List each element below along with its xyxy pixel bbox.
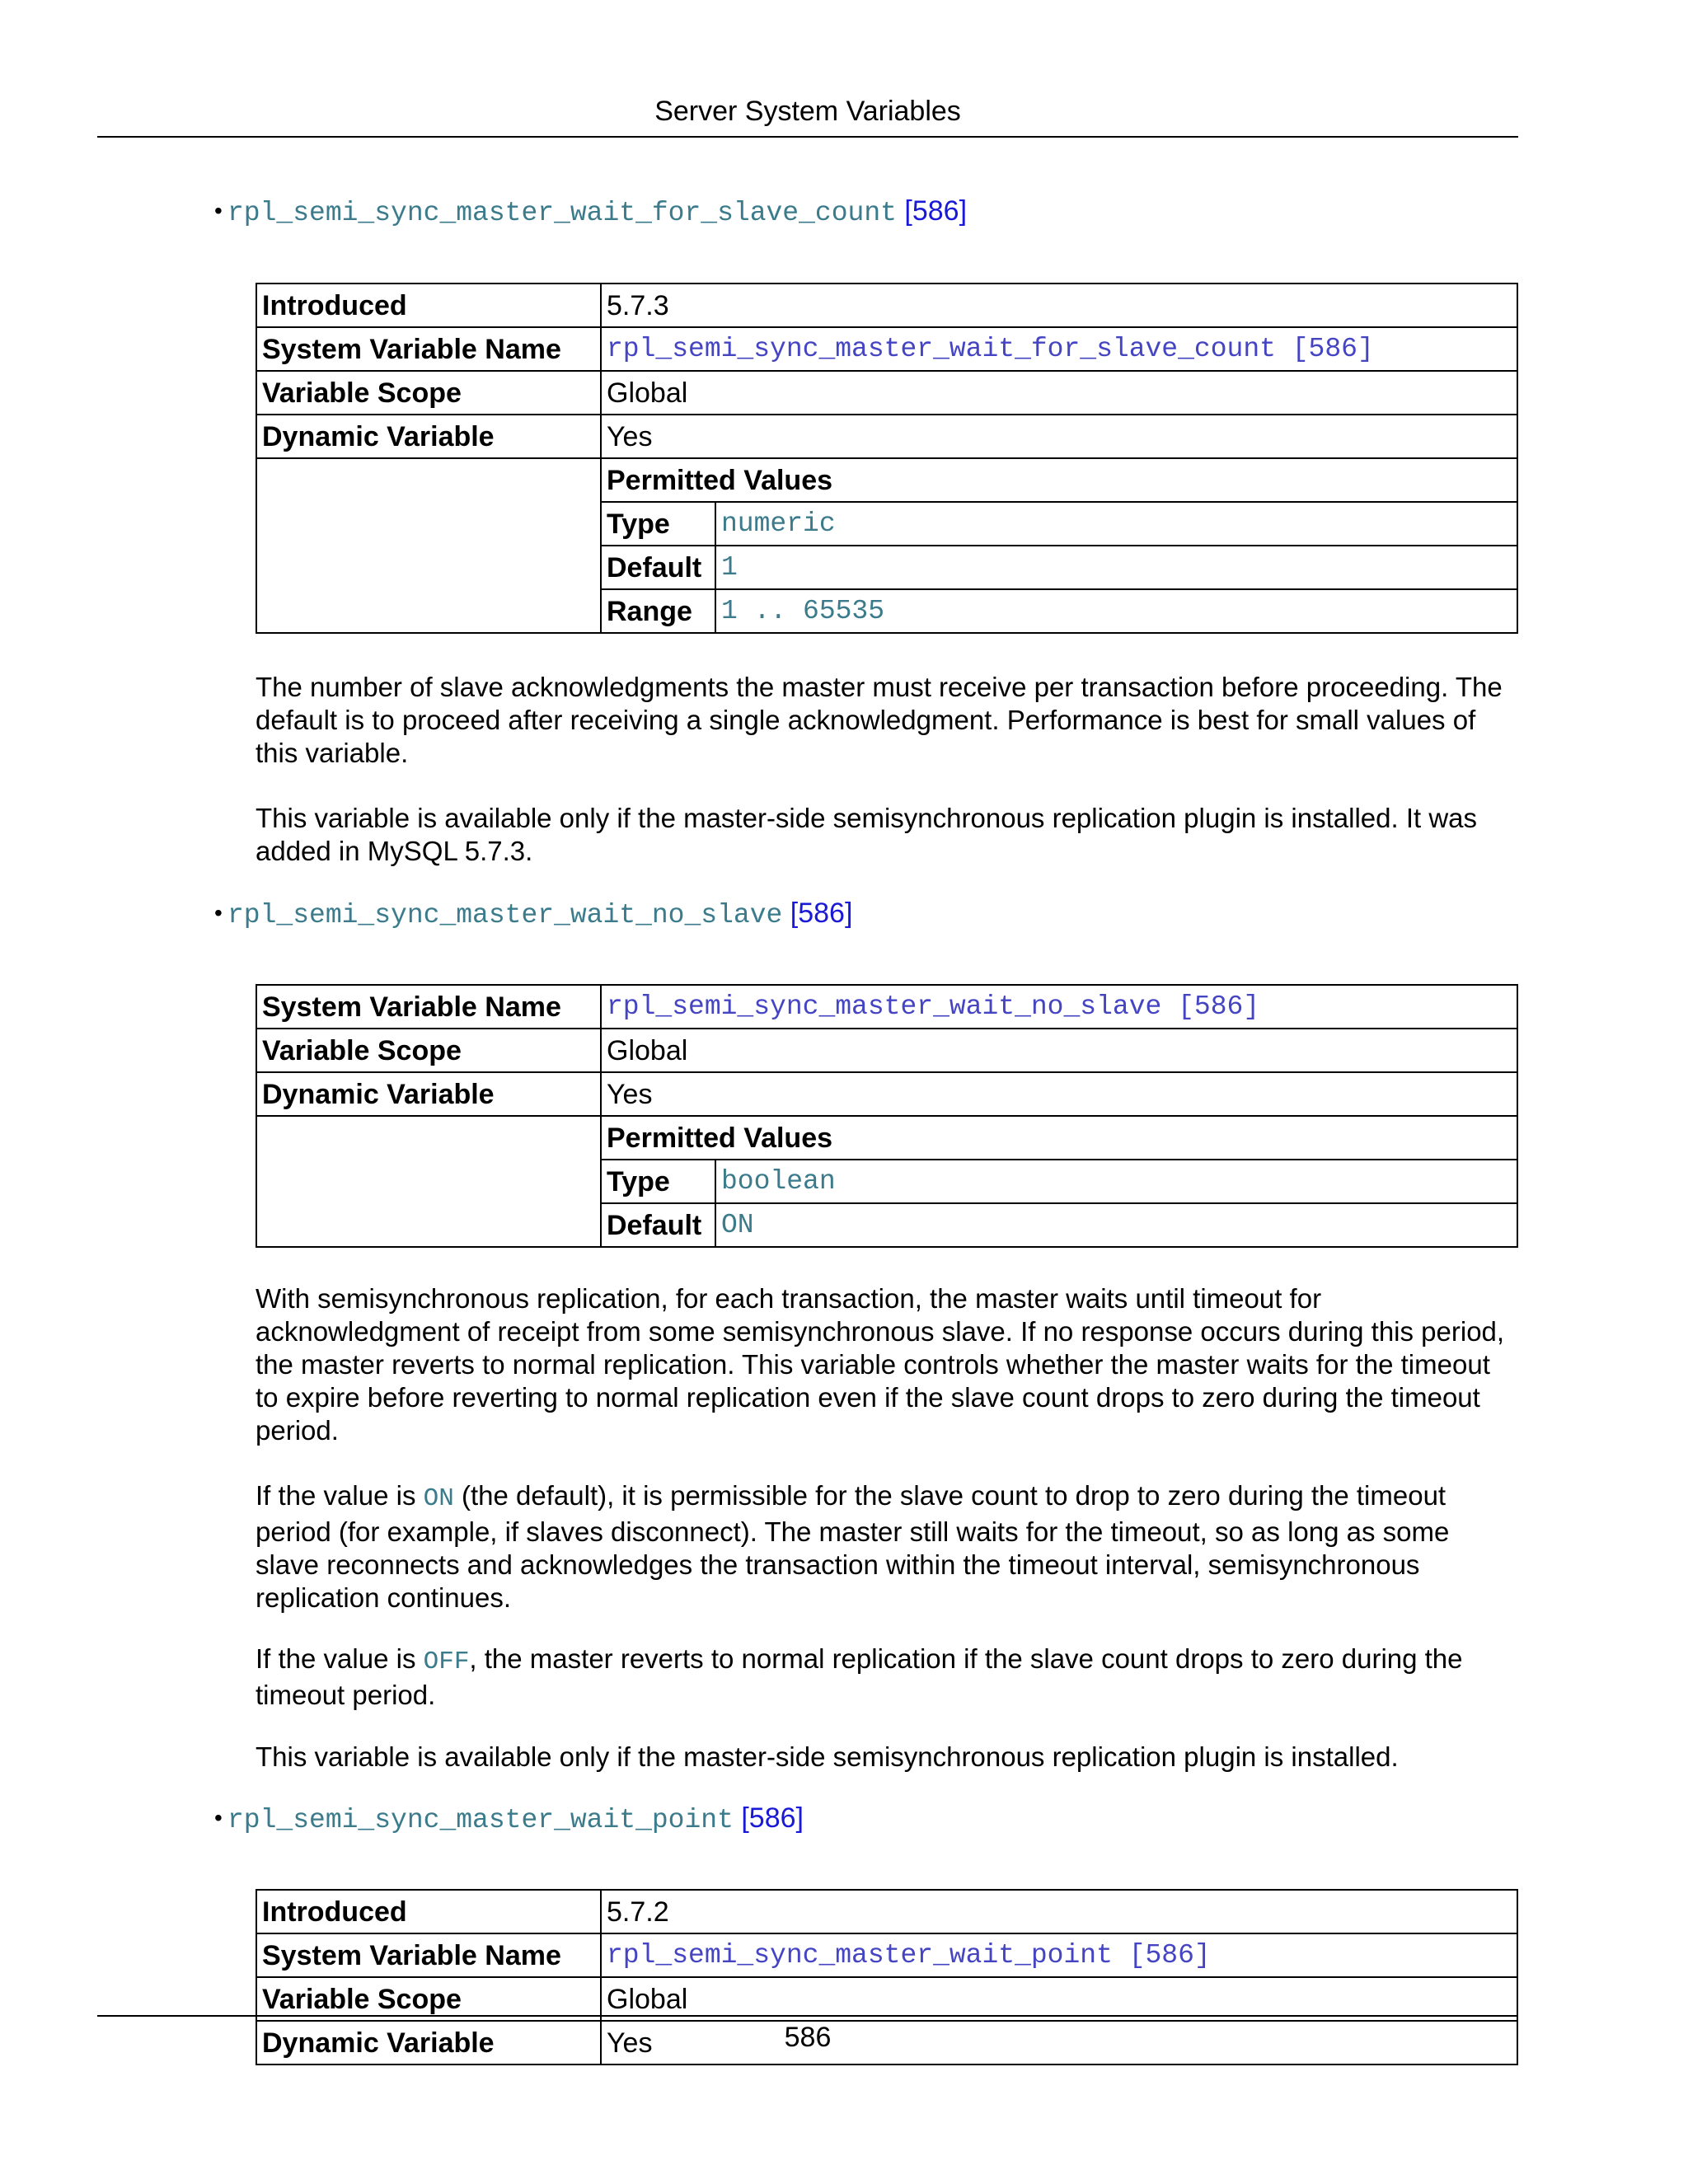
page-ref-link[interactable]: [586]: [741, 1802, 804, 1834]
table-row: [256, 1072, 1517, 1116]
range-label: Range: [607, 595, 692, 627]
paragraph-off-value: [256, 1643, 1518, 1712]
table-row: [256, 327, 1517, 371]
table-row: [256, 1933, 1517, 1977]
type-value: boolean: [715, 1160, 1517, 1203]
bullet-icon: •: [214, 198, 223, 223]
table-row: [256, 985, 1517, 1029]
permitted-values-cell: [601, 458, 1517, 633]
paragraph: With semisynchronous replication, for each transaction, the master waits until timeout for acknowledgment of receipt from some semisynchronous slave. If no response occurs during this period, the master reverts to normal replication. This variable controls whether the master waits for the timeout to expire before reverting to normal replication even if the slave count drops to zero during the timeout period.: [256, 1283, 1505, 1446]
row-value: Global: [601, 371, 1517, 415]
row-label: System Variable Name: [256, 1933, 601, 1977]
default-value: 1: [715, 546, 1517, 589]
variable-link[interactable]: rpl_semi_sync_master_wait_for_slave_count: [227, 198, 897, 228]
bullet-icon: •: [214, 1805, 223, 1830]
page-ref-link[interactable]: [586]: [790, 898, 853, 929]
empty-cell: [256, 458, 601, 633]
paragraph-text: If the value is: [256, 1643, 424, 1674]
inline-code-on: ON: [423, 1484, 454, 1513]
row-value: 5.7.2: [601, 1890, 1517, 1933]
permitted-values-row: [256, 1116, 1517, 1247]
variable-link[interactable]: rpl_semi_sync_master_wait_point: [227, 1805, 734, 1835]
row-label: Variable Scope: [256, 1029, 601, 1072]
default-value: ON: [715, 1203, 1517, 1246]
row-label: Variable Scope: [256, 371, 601, 415]
row-value: 5.7.3: [601, 284, 1517, 327]
paragraph: This variable is available only if the master-side semisynchronous replication plugin is installed. It was added in MySQL 5.7.3.: [256, 803, 1478, 866]
header-rule: [97, 136, 1518, 138]
type-value: numeric: [715, 502, 1517, 546]
default-label: Default: [607, 1209, 702, 1241]
system-variable-link[interactable]: rpl_semi_sync_master_wait_no_slave [586]: [601, 985, 1517, 1029]
row-label: Introduced: [256, 284, 601, 327]
table-row: [256, 1890, 1517, 1933]
system-variable-link[interactable]: rpl_semi_sync_master_wait_point [586]: [601, 1933, 1517, 1977]
variable-table-wait-no-slave: [256, 984, 1518, 1248]
row-label: Introduced: [256, 1890, 601, 1933]
permitted-values-title: Permitted Values: [602, 1117, 1517, 1160]
section-heading-wait-for-slave-count: [214, 192, 968, 232]
table-row: [256, 1029, 1517, 1072]
page-ref-link[interactable]: [586]: [904, 195, 968, 227]
row-label: Dynamic Variable: [256, 2021, 601, 2064]
type-label: Type: [602, 1160, 715, 1203]
permitted-values-table: [602, 1117, 1517, 1246]
type-label: Type: [602, 502, 715, 546]
page-header: Server System Variables: [654, 96, 961, 127]
variable-table-wait-for-slave-count: [256, 283, 1518, 634]
paragraph-text: , the master reverts to normal replication if the slave count drops to zero during the timeout period.: [256, 1643, 1463, 1710]
paragraph: The number of slave acknowledgments the master must receive per transaction before proceeding. The default is to proceed after receiving a single acknowledgment. Performance is best for small values of this variable.: [256, 672, 1503, 768]
bullet-icon: •: [214, 900, 223, 926]
table-row: [256, 371, 1517, 415]
table-row: [256, 415, 1517, 458]
row-label: System Variable Name: [256, 985, 601, 1029]
paragraph-text: If the value is: [256, 1480, 424, 1511]
row-value: Yes: [601, 1072, 1517, 1116]
section-heading-wait-no-slave: [214, 894, 853, 935]
permitted-values-cell: [601, 1116, 1517, 1247]
inline-code-off: OFF: [423, 1647, 470, 1676]
section-heading-wait-point: [214, 1799, 804, 1840]
paragraph-on-default: [256, 1479, 1518, 1615]
row-value: Global: [601, 1029, 1517, 1072]
row-label: Dynamic Variable: [256, 1072, 601, 1116]
table-row: [256, 284, 1517, 327]
permitted-values-title: Permitted Values: [602, 459, 1517, 502]
system-variable-link[interactable]: rpl_semi_sync_master_wait_for_slave_count [586]: [601, 327, 1517, 371]
empty-cell: [256, 1116, 601, 1247]
variable-link[interactable]: rpl_semi_sync_master_wait_no_slave: [227, 900, 783, 930]
footer-rule: [97, 2015, 1518, 2017]
default-label: Default: [602, 546, 715, 589]
range-value: 1 .. 65535: [715, 589, 1517, 632]
row-value: Yes: [601, 415, 1517, 458]
row-value: Global: [601, 1977, 1517, 2021]
row-label: Dynamic Variable: [256, 415, 601, 458]
paragraph-text: (the default), it is permissible for the slave count to drop to zero during the timeout period (for example, if slaves disconnect). The master still waits for the timeout, so as long as some slave reconnects and acknowledges the transaction within the timeout interval, semisynchronous replication continues.: [256, 1480, 1450, 1613]
row-label: System Variable Name: [256, 327, 601, 371]
page-number: 586: [784, 2022, 832, 2053]
row-label: Variable Scope: [256, 1977, 601, 2021]
permitted-values-row: [256, 458, 1517, 633]
permitted-values-table: [602, 459, 1517, 632]
paragraph: This variable is available only if the master-side semisynchronous replication plugin is installed.: [256, 1741, 1399, 1772]
row-value: Yes: [601, 2021, 1517, 2064]
